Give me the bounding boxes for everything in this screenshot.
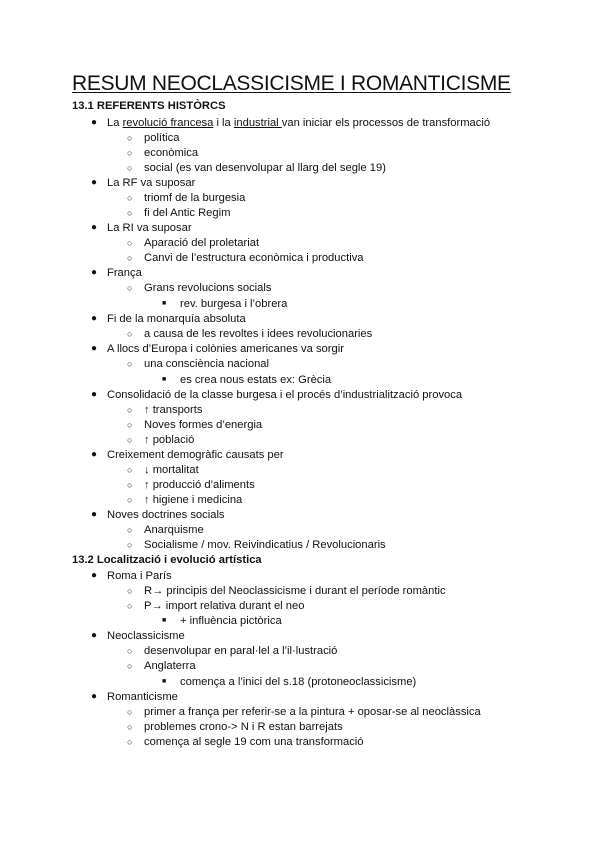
list-item: Anarquisme: [144, 524, 204, 536]
bullet-level3: ■: [162, 678, 167, 685]
bullet-level2: ○: [127, 208, 133, 218]
bullet-level1: ●: [91, 630, 98, 641]
list-item: La RI va suposar: [107, 222, 192, 234]
bullet-level2: ○: [127, 495, 133, 505]
bullet-level1: ●: [91, 449, 98, 460]
bullet-level2: ○: [127, 435, 133, 445]
text-segment: i la: [213, 117, 234, 129]
list-item: primer a frança per referir-se a la pintura + oposar-se al neoclàssica: [144, 706, 481, 718]
list-item: rev. burgesa i l’obrera: [180, 298, 288, 310]
list-item: A llocs d’Europa i colònies americanes va sorgir: [107, 343, 344, 355]
bullet-level2: ○: [127, 525, 133, 535]
bullet-level1: ●: [91, 570, 98, 581]
bullet-level2: ○: [127, 707, 133, 717]
list-item: Canvi de l’estructura econòmica i productiva: [144, 252, 364, 264]
bullet-level3: ■: [162, 300, 167, 307]
bullet-level2: ○: [127, 359, 133, 369]
list-item: triomf de la burgesia: [144, 192, 246, 204]
list-item: fi del Antic Regim: [144, 207, 231, 219]
bullet-level2: ○: [127, 193, 133, 203]
bullet-level2: ○: [127, 133, 133, 143]
list-item: Roma i París: [107, 570, 172, 582]
section-heading-1: 13.1 REFERENTS HISTÒRCS: [72, 100, 226, 112]
list-item: comença al segle 19 com una transformació: [144, 736, 364, 748]
list-item: Fi de la monarquía absoluta: [107, 313, 246, 325]
list-item: Noves doctrines socials: [107, 509, 225, 521]
list-item: ↓ mortalitat: [144, 464, 199, 476]
list-item: Noves formes d’energia: [144, 419, 263, 431]
list-item: a causa de les revoltes i idees revolucionaries: [144, 328, 373, 340]
bullet-level2: ○: [127, 329, 133, 339]
bullet-level2: ○: [127, 148, 133, 158]
list-item-revolutions: [107, 116, 490, 130]
underlined-text: revolució francesa: [122, 117, 214, 129]
bullet-level1: ●: [91, 691, 98, 702]
bullet-level2: ○: [127, 163, 133, 173]
bullet-level2: ○: [127, 253, 133, 263]
bullet-level3: ■: [162, 617, 167, 624]
section-heading-2: 13.2 Localització i evolució artística: [72, 554, 262, 566]
list-item: França: [107, 267, 142, 279]
bullet-level2: ○: [127, 480, 133, 490]
text-segment: La: [107, 117, 123, 129]
bullet-level2: ○: [127, 420, 133, 430]
bullet-level1: ●: [91, 509, 98, 520]
list-item: desenvolupar en paral·lel a l’il·lustració: [144, 645, 338, 657]
bullet-level1: ●: [91, 313, 98, 324]
list-item: social (es van desenvolupar al llarg del segle 19): [144, 162, 386, 174]
list-item: R→ principis del Neoclassicisme i durant el període romàntic: [144, 585, 446, 597]
list-item: P→ import relativa durant el neo: [144, 600, 305, 612]
underlined-text: industrial: [233, 117, 282, 129]
list-item: Grans revolucions socials: [144, 282, 272, 294]
list-item: Romanticisme: [107, 691, 178, 703]
bullet-level1: ●: [91, 177, 98, 188]
bullet-level2: ○: [127, 540, 133, 550]
bullet-level2: ○: [127, 737, 133, 747]
list-item: Creixement demogràfic causats per: [107, 449, 284, 461]
bullet-level1: ●: [91, 389, 98, 400]
list-item: política: [144, 132, 180, 144]
bullet-level2: ○: [127, 465, 133, 475]
bullet-level2: ○: [127, 646, 133, 656]
list-item: ↑ higiene i medicina: [144, 494, 243, 506]
bullet-level2: ○: [127, 238, 133, 248]
list-item: + influència pictòrica: [180, 615, 282, 627]
bullet-level2: ○: [127, 722, 133, 732]
list-item: Socialisme / mov. Reivindicatius / Revolucionaris: [144, 539, 386, 551]
list-item: Neoclassicisme: [107, 630, 185, 642]
bullet-level1: ●: [91, 117, 98, 128]
list-item: ↑ transports: [144, 404, 203, 416]
list-item: econòmica: [144, 147, 199, 159]
list-item: una consciència nacional: [144, 358, 270, 370]
bullet-level1: ●: [91, 267, 98, 278]
bullet-level3: ■: [162, 376, 167, 383]
list-item: Anglaterra: [144, 660, 196, 672]
bullet-level2: ○: [127, 601, 133, 611]
list-item: ↑ població: [144, 434, 195, 446]
list-item: La RF va suposar: [107, 177, 196, 189]
bullet-level2: ○: [127, 586, 133, 596]
bullet-level2: ○: [127, 283, 133, 293]
bullet-level2: ○: [127, 405, 133, 415]
page-title: RESUM NEOCLASSICISME I ROMANTICISME: [72, 72, 511, 95]
list-item: Aparació del proletariat: [144, 237, 260, 249]
list-item: ↑ producció d’aliments: [144, 479, 255, 491]
list-item: comença a l’inici del s.18 (protoneoclassicisme): [180, 676, 417, 688]
list-item: es crea nous estats ex: Grècia: [180, 374, 332, 386]
bullet-level1: ●: [91, 222, 98, 233]
bullet-level2: ○: [127, 661, 133, 671]
list-item: Consolidació de la classe burgesa i el procés d’industrialització provoca: [107, 389, 463, 401]
bullet-level1: ●: [91, 343, 98, 354]
text-segment: van iniciar els processos de transformació: [281, 117, 491, 129]
list-item: problemes crono-> N i R estan barrejats: [144, 721, 343, 733]
